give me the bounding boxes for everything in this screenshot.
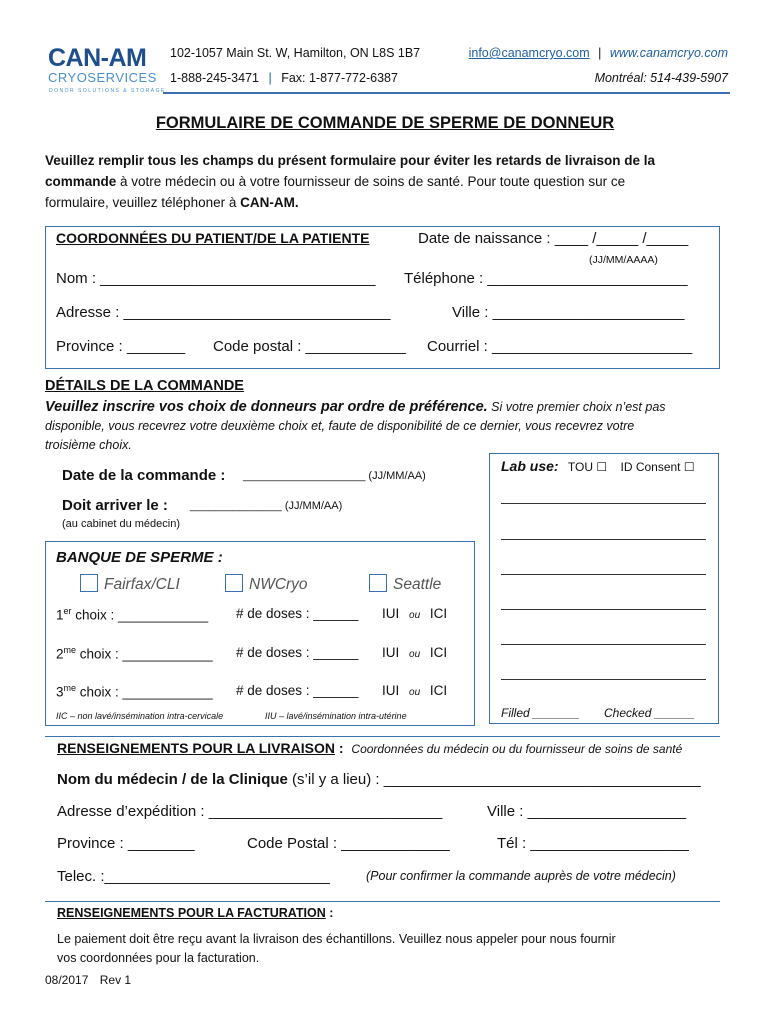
arrive-date-label: Doit arriver le : (62, 497, 168, 514)
bank-option-seattle[interactable] (369, 574, 441, 594)
checkbox-icon[interactable] (225, 574, 243, 592)
footer-date: 08/2017 (45, 973, 89, 987)
order-note-1: Si votre premier choix n’est pas (487, 400, 666, 414)
doctor-field[interactable]: (s’il y a lieu) : ______________________________________ (287, 771, 701, 788)
footer-rev: Rev 1 (99, 973, 132, 987)
lab-line (501, 574, 706, 575)
patient-address-field[interactable]: Adresse : ________________________________ (56, 304, 391, 321)
dob-format: (JJ/MM/AAAA) (589, 254, 658, 266)
website-link[interactable]: www.canamcryo.com (609, 46, 728, 60)
choice-field[interactable]: choix : ____________ (76, 684, 213, 700)
lab-consent[interactable]: ID Consent ☐ (620, 460, 695, 474)
delivery-rule (45, 736, 720, 737)
choice-suffix: me (63, 683, 77, 693)
delivery-city-field[interactable]: Ville : ___________________ (487, 803, 687, 820)
delivery-fax-note: (Pour confirmer la commande auprès de votre médecin) (366, 869, 676, 883)
delivery-fax-field[interactable]: Telec. :___________________________ (57, 868, 330, 885)
bank-option-label: NWCryo (249, 576, 308, 593)
lab-use-box (489, 453, 719, 724)
choice-row-2[interactable] (56, 645, 213, 662)
iui-option[interactable]: IUI (382, 683, 400, 698)
bank-option-label: Seattle (393, 576, 442, 593)
logo-name: CAN-AM (48, 44, 147, 72)
choice-field[interactable]: choix : ____________ (76, 646, 213, 662)
billing-rule (45, 901, 720, 902)
choice-doses-2[interactable]: # de doses : ______ (236, 645, 359, 660)
delivery-heading-row (57, 740, 682, 756)
billing-heading: RENSEIGNEMENTS POUR LA FACTURATION (57, 906, 326, 920)
page-title: FORMULAIRE DE COMMANDE DE SPERME DE DONNEUR (155, 114, 615, 132)
patient-heading: COORDONNÉES DU PATIENT/DE LA PATIENTE (56, 230, 370, 246)
ou-label: ou (409, 649, 421, 660)
lab-line (501, 679, 706, 680)
order-heading: DÉTAILS DE LA COMMANDE (45, 378, 244, 394)
intro-line-2: à votre médecin ou à votre fournisseur de soins de santé. Pour toute question sur ce (116, 174, 626, 189)
lab-tou[interactable]: TOU ☐ (567, 460, 608, 474)
order-note-3: troisième choix. (45, 438, 132, 452)
billing-colon: : (325, 906, 334, 920)
bank-option-label: Fairfax/CLI (104, 576, 180, 593)
choice-suffix: er (63, 606, 72, 616)
choice-method-1[interactable] (382, 606, 447, 621)
header-address: 102-1057 Main St. W, Hamilton, ON L8S 1B7 (170, 46, 421, 60)
intro-bold-1: commande (45, 174, 117, 189)
delivery-heading: RENSEIGNEMENTS POUR LA LIVRAISON (57, 740, 335, 756)
choice-row-1[interactable] (56, 606, 208, 623)
lab-line (501, 644, 706, 645)
delivery-postal-field[interactable]: Code Postal : _____________ (247, 835, 450, 852)
patient-email-field[interactable]: Courriel : ________________________ (427, 338, 693, 355)
header-montreal: Montréal: 514-439-5907 (594, 71, 728, 85)
order-date-label: Date de la commande : (62, 467, 226, 484)
arrive-note: (au cabinet du médecin) (62, 518, 181, 530)
billing-text-1: Le paiement doit être reçu avant la livraison des échantillons. Veuillez nous appeler pour nous fournir (57, 932, 616, 946)
logo-tagline: DONOR SOLUTIONS & STORAGE (49, 88, 166, 94)
choice-doses-3[interactable]: # de doses : ______ (236, 683, 359, 698)
dob-field[interactable]: Date de naissance : ____ /_____ /_____ (418, 230, 689, 247)
choice-method-3[interactable] (382, 683, 447, 698)
shipping-address-field[interactable]: Adresse d’expédition : ____________________________ (57, 803, 443, 820)
ou-label: ou (409, 610, 421, 621)
intro-text (45, 150, 735, 213)
intro-line-1: Veuillez remplir tous les champs du présent formulaire pour éviter les retards de livraison de la (45, 153, 655, 168)
bank-footnote-iic: IIC – non lavé/insémination intra-cervicale (56, 711, 224, 721)
lab-use-label: Lab use: (501, 458, 559, 474)
billing-heading-row (57, 906, 333, 920)
header-phone: 1-888-245-3471 (170, 71, 259, 85)
header-web (469, 46, 728, 60)
arrive-date-field[interactable]: _______________ (JJ/MM/AA) (190, 500, 343, 512)
bank-option-nwcryo[interactable] (225, 574, 308, 594)
choice-doses-1[interactable]: # de doses : ______ (236, 606, 359, 621)
intro-line-3: formulaire, veuillez téléphoner à (45, 195, 241, 210)
lab-line (501, 539, 706, 540)
choice-number: 3 (56, 684, 64, 700)
header-contact (170, 71, 398, 85)
lab-line (501, 503, 706, 504)
patient-name-field[interactable]: Nom : _________________________________ (56, 270, 376, 287)
footer-version (45, 973, 131, 987)
lab-checked[interactable]: Checked ______ (604, 706, 695, 720)
delivery-note: Coordonnées du médecin ou du fournisseur de soins de santé (351, 742, 683, 756)
iui-option[interactable]: IUI (382, 645, 400, 660)
lab-line (501, 609, 706, 610)
delivery-colon: : (334, 740, 344, 756)
order-subheading: Veuillez inscrire vos choix de donneurs par ordre de préférence. (45, 399, 488, 415)
choice-field[interactable]: choix : ____________ (71, 607, 209, 623)
lab-use-header (501, 458, 695, 474)
patient-phone-field[interactable]: Téléphone : ________________________ (404, 270, 688, 287)
ici-option[interactable]: ICI (429, 606, 448, 621)
header-fax: Fax: 1-877-772-6387 (281, 71, 398, 85)
ici-option[interactable]: ICI (429, 645, 448, 660)
logo-sub: CRYOSERVICES (48, 70, 157, 85)
patient-postal-field[interactable]: Code postal : ____________ (213, 338, 406, 355)
ici-option[interactable]: ICI (429, 683, 448, 698)
intro-bold-2: CAN-AM. (240, 195, 299, 210)
bank-footnote-iiu: IIU – lavé/insémination intra-utérine (265, 711, 407, 721)
company-logo (46, 44, 166, 96)
bank-heading: BANQUE DE SPERME : (56, 549, 223, 566)
bank-option-fairfax[interactable] (80, 574, 180, 594)
choice-method-2[interactable] (382, 645, 447, 660)
order-date-field[interactable]: ____________________ (JJ/MM/AA) (243, 470, 426, 482)
header-separator-2: | (598, 46, 602, 60)
checkbox-icon[interactable] (80, 574, 98, 592)
iui-option[interactable]: IUI (382, 606, 400, 621)
patient-province-field[interactable]: Province : _______ (56, 338, 186, 355)
order-instructions (45, 398, 735, 455)
choice-suffix: me (63, 645, 77, 655)
delivery-province-field[interactable]: Province : ________ (57, 835, 195, 852)
checkbox-icon[interactable] (369, 574, 387, 592)
lab-filled[interactable]: Filled _______ (501, 706, 580, 720)
billing-text-2: vos coordonnées pour la facturation. (57, 951, 260, 965)
ou-label: ou (409, 687, 421, 698)
patient-city-field[interactable]: Ville : _______________________ (452, 304, 685, 321)
doctor-label: Nom du médecin / de la Clinique (57, 771, 288, 788)
doctor-field-row[interactable] (57, 771, 701, 788)
order-note-2: disponible, vous recevrez votre deuxième choix et, faute de disponibilité de ce dernier, vous recevrez votre (45, 419, 635, 433)
header-rule (163, 92, 730, 94)
choice-row-3[interactable] (56, 683, 213, 700)
billing-text (57, 930, 616, 968)
choice-number: 2 (56, 646, 64, 662)
delivery-tel-field[interactable]: Tél : ___________________ (497, 835, 689, 852)
email-link[interactable]: info@canamcryo.com (468, 46, 590, 60)
choice-number: 1 (56, 607, 64, 623)
header-separator: | (268, 71, 272, 85)
